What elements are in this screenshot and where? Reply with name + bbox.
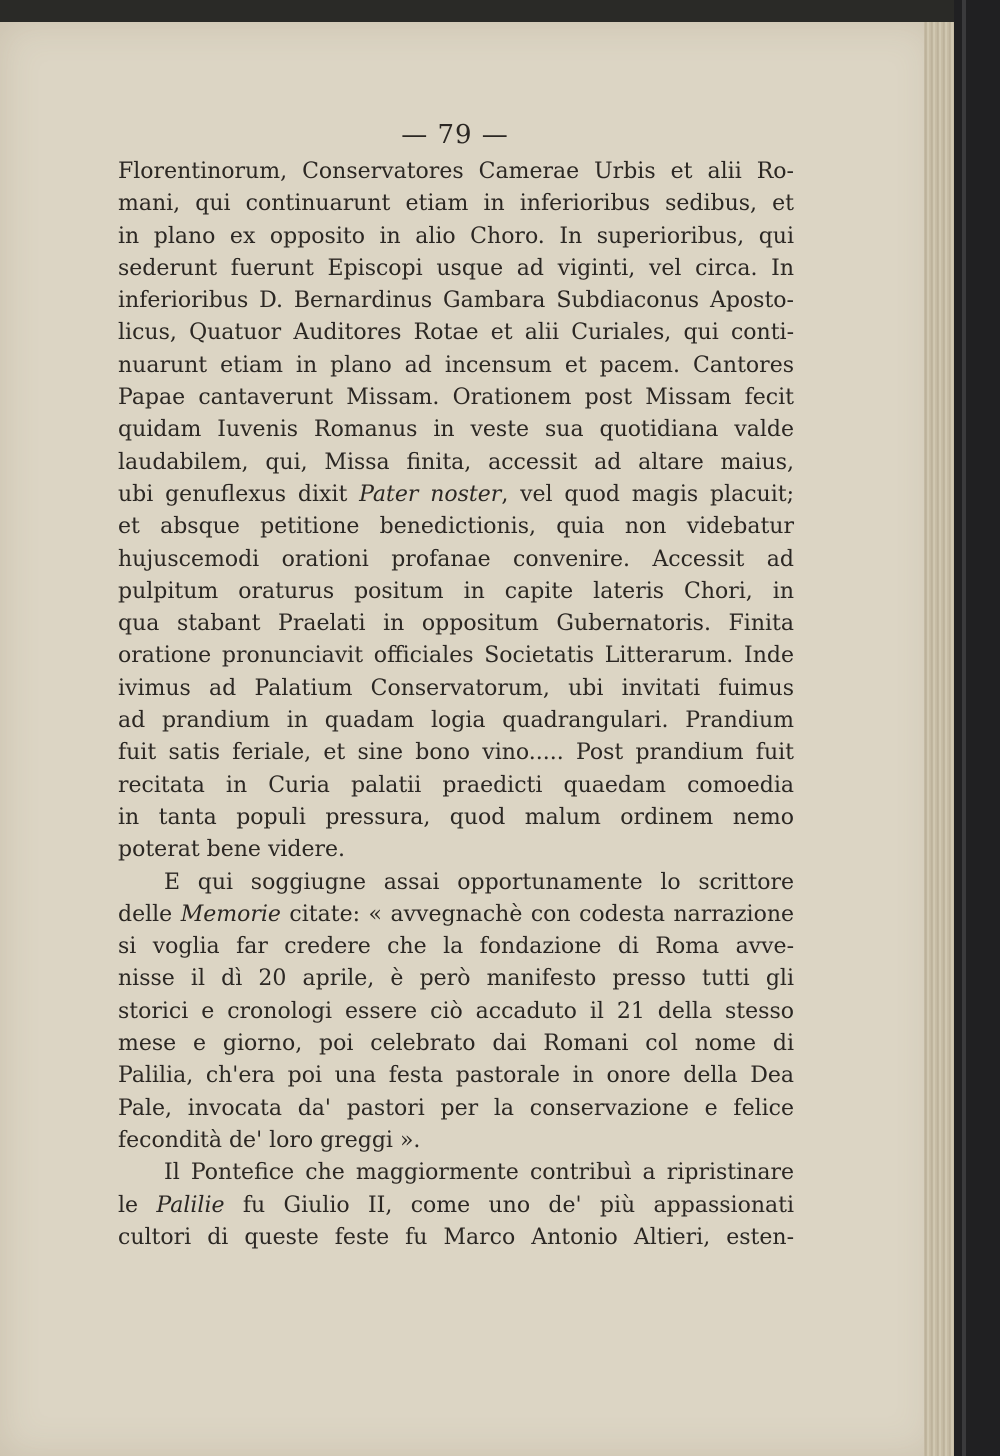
italic-phrase: Palilie bbox=[156, 1192, 225, 1218]
text-line: mani, qui continuarunt etiam in inferioribus sedibus, et bbox=[118, 191, 794, 217]
page-stack-edge bbox=[924, 22, 954, 1456]
text-line: E qui soggiugne assai opportunamente lo scrittore bbox=[164, 869, 794, 895]
page-number: — 79 — bbox=[401, 120, 509, 150]
text-line: mese e giorno, poi celebrato dai Romani col nome di bbox=[118, 1031, 794, 1057]
text-line: Il Pontefice che maggiormente contribuì a ripristinare bbox=[164, 1160, 794, 1186]
text-line: fecondità de' loro greggi ». bbox=[118, 1127, 421, 1153]
text-segment: , vel quod magis placuit; bbox=[501, 481, 794, 507]
text-segment: citate: « avvegnachè con codesta narrazione bbox=[280, 901, 795, 927]
body-text bbox=[118, 156, 794, 1254]
text-line bbox=[118, 899, 794, 931]
text-line: licus, Quatuor Auditores Rotae et alii Curiales, qui conti- bbox=[118, 320, 794, 346]
text-line: sederunt fuerunt Episcopi usque ad viginti, vel circa. In bbox=[118, 255, 794, 281]
text-segment: ubi genuflexus dixit bbox=[118, 481, 360, 507]
text-line: oratione pronunciavit officiales Societatis Litterarum. Inde bbox=[118, 643, 794, 669]
text-line: si voglia far credere che la fondazione di Roma avve- bbox=[118, 934, 794, 960]
text-line: Pale, invocata da' pastori per la conservazione e felice bbox=[118, 1095, 794, 1121]
text-line: in tanta populi pressura, quod malum ordinem nemo bbox=[118, 804, 794, 830]
book-cover-stripe bbox=[962, 0, 966, 1456]
text-segment: le bbox=[118, 1192, 157, 1218]
text-line bbox=[118, 479, 794, 511]
text-line: recitata in Curia palatii praedicti quaedam comoedia bbox=[118, 772, 794, 798]
text-line: ivimus ad Palatium Conservatorum, ubi invitati fuimus bbox=[118, 675, 794, 701]
text-line: nisse il dì 20 aprile, è però manifesto presso tutti gli bbox=[118, 966, 794, 992]
text-line bbox=[118, 1190, 794, 1222]
italic-phrase: Pater noster bbox=[359, 481, 502, 507]
text-line: et absque petitione benedictionis, quia non videbatur bbox=[118, 514, 794, 540]
text-line: qua stabant Praelati in oppositum Gubernatoris. Finita bbox=[118, 611, 794, 637]
text-line: ad prandium in quadam logia quadrangulari. Prandium bbox=[118, 708, 794, 734]
text-line: laudabilem, qui, Missa finita, accessit ad altare maius, bbox=[118, 449, 794, 475]
text-line: in plano ex opposito in alio Choro. In superioribus, qui bbox=[118, 223, 794, 249]
text-line: inferioribus D. Bernardinus Gambara Subdiaconus Aposto- bbox=[118, 288, 794, 314]
text-line: Papae cantaverunt Missam. Orationem post Missam fecit bbox=[118, 385, 794, 411]
book-cover-edge bbox=[954, 0, 1000, 1456]
text-line: nuarunt etiam in plano ad incensum et pacem. Cantores bbox=[118, 352, 794, 378]
text-line: quidam Iuvenis Romanus in veste sua quotidiana valde bbox=[118, 417, 794, 443]
text-line: fuit satis feriale, et sine bono vino..... Post prandium fuit bbox=[118, 740, 794, 766]
text-line: Palilia, ch'era poi una festa pastorale in onore della Dea bbox=[118, 1063, 794, 1089]
text-line: Florentinorum, Conservatores Camerae Urbis et alii Ro- bbox=[118, 159, 794, 184]
text-line: pulpitum oraturus positum in capite lateris Chori, in bbox=[118, 578, 794, 604]
text-line: storici e cronologi essere ciò accaduto il 21 della stesso bbox=[118, 998, 794, 1024]
text-line: hujuscemodi orationi profanae convenire. Accessit ad bbox=[118, 546, 794, 572]
italic-phrase: Memorie bbox=[180, 901, 281, 927]
text-line: poterat bene videre. bbox=[118, 837, 346, 863]
text-segment: delle bbox=[118, 901, 181, 927]
text-segment: fu Giulio II, come uno de' più appassionati bbox=[224, 1192, 794, 1218]
text-line: cultori di queste feste fu Marco Antonio Altieri, esten- bbox=[118, 1224, 794, 1250]
